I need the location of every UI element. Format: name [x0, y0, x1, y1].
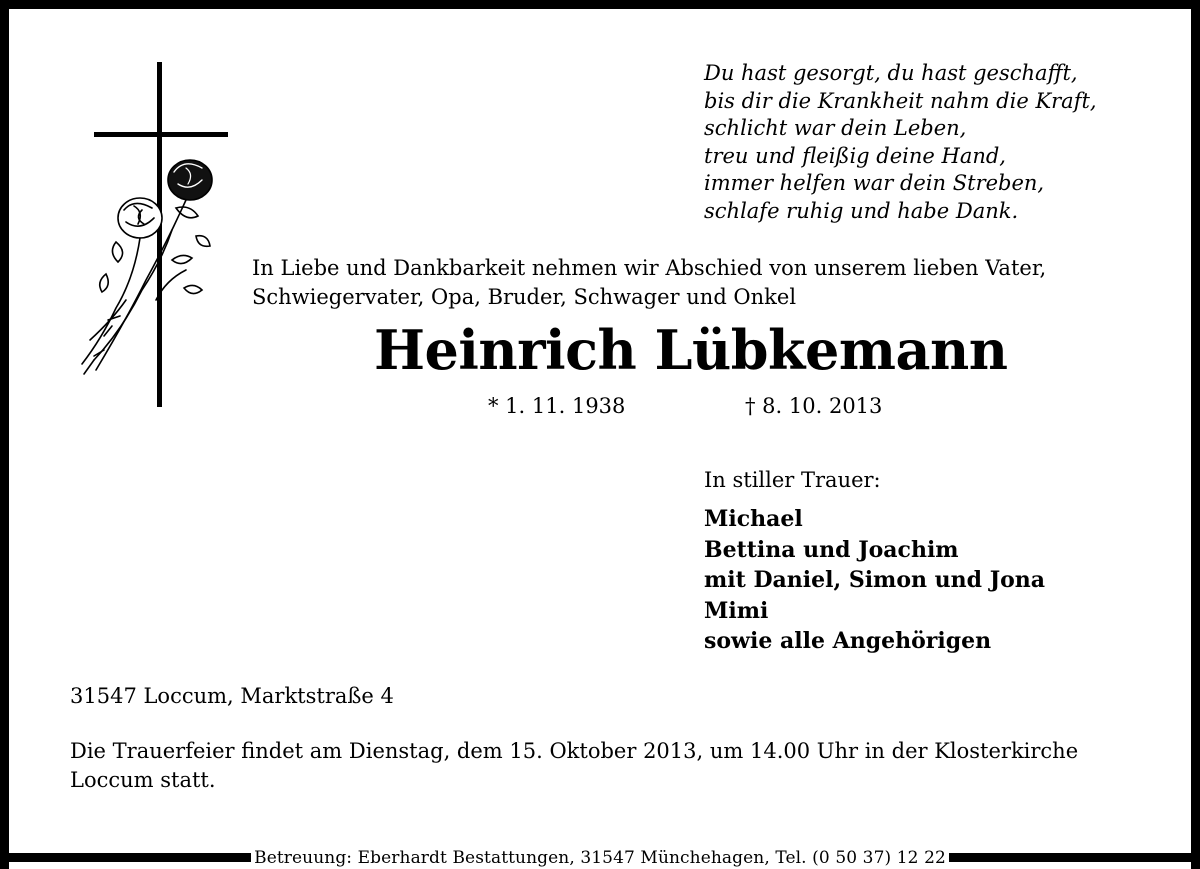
poem-line: schlafe ruhig und habe Dank. — [704, 198, 1019, 223]
mourner-name: Bettina und Joachim — [704, 536, 959, 563]
poem — [704, 60, 1097, 225]
service-line: Die Trauerfeier findet am Dienstag, dem 15. Oktober 2013, um 14.00 Uhr in der Klosterkirche — [70, 739, 1079, 763]
poem-line: immer helfen war dein Streben, — [704, 171, 1045, 195]
footer-bar-left — [0, 853, 251, 862]
poem-line: schlicht war dein Leben, — [704, 116, 967, 140]
intro-line: In Liebe und Dankbarkeit nehmen wir Abschied von unserem lieben Vater, — [252, 256, 1047, 280]
mourning-heading: In stiller Trauer: — [704, 468, 881, 492]
mourners-list — [704, 504, 1045, 657]
footer-bar-right — [949, 853, 1200, 862]
poem-line: Du hast gesorgt, du hast geschafft, — [704, 61, 1078, 85]
mourner-name: Mimi — [704, 597, 769, 624]
footer-rule — [0, 847, 1200, 868]
intro-text — [252, 254, 1046, 311]
birth-date: * 1. 11. 1938 — [488, 394, 626, 418]
poem-line: treu und fleißig deine Hand, — [704, 143, 1006, 168]
deceased-name: Heinrich Lübkemann — [374, 318, 1008, 382]
death-date: † 8. 10. 2013 — [745, 394, 883, 418]
rose-icon — [82, 160, 212, 374]
intro-line: Schwiegervater, Opa, Bruder, Schwager und Onkel — [252, 284, 797, 309]
mourner-name: sowie alle Angehörigen — [704, 628, 992, 654]
mourner-name: mit Daniel, Simon und Jona — [704, 567, 1046, 593]
mourner-name: Michael — [704, 506, 803, 532]
cross-icon — [76, 60, 236, 410]
service-line: Loccum statt. — [70, 767, 216, 792]
address: 31547 Loccum, Marktstraße 4 — [70, 684, 394, 708]
service-info — [70, 737, 1078, 794]
funeral-home-credit: Betreuung: Eberhardt Bestattungen, 31547 Münchehagen, Tel. (0 50 37) 12 22 — [251, 848, 949, 868]
poem-line: bis dir die Krankheit nahm die Kraft, — [704, 88, 1097, 113]
